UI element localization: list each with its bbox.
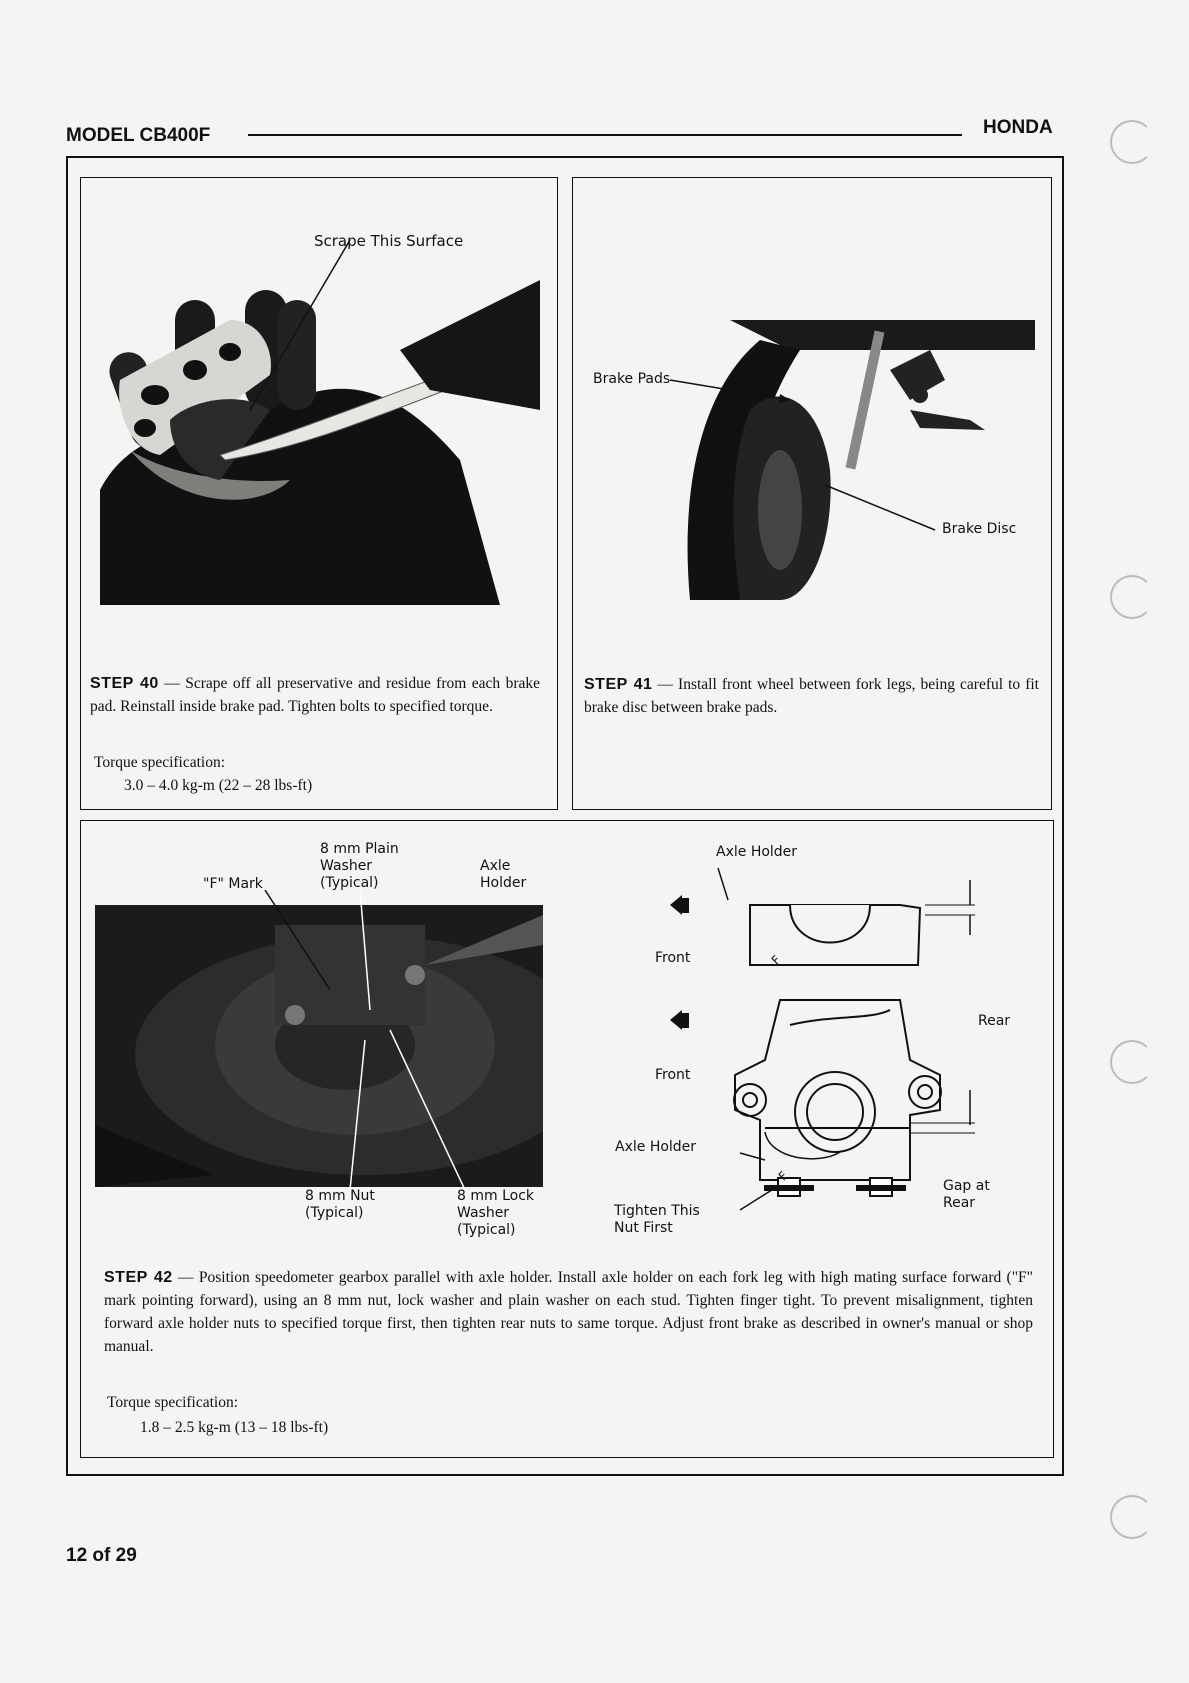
punch-hole-3	[1110, 1040, 1154, 1084]
diagram-label-front-1: Front	[655, 950, 691, 966]
diagram-label-tighten: Tighten This Nut First	[614, 1203, 700, 1236]
step42-text: — Position speedometer gearbox parallel with axle holder. Install axle holder on each fork leg with high mating surface forward ("F" mark pointing forward), using an 8 mm nut, lock washer and plain washer on each stud. Tighten finger tight. To prevent misalignment, tighten forward axle holder nuts to specified torque first, then tighten rear nuts to same torque. Adjust front brake as described in owner's manual or shop manual.	[104, 1269, 1033, 1355]
header-rule	[248, 134, 962, 136]
step42-torque-value: 1.8 – 2.5 kg-m (13 – 18 lbs-ft)	[140, 1419, 329, 1436]
step42-photo-leaders	[95, 890, 543, 1190]
step40-figure-label: Scrape This Surface	[314, 232, 464, 250]
photo-label-nut: 8 mm Nut (Typical)	[305, 1188, 375, 1221]
step42-caption	[104, 1266, 1033, 1358]
step40-text: — Scrape off all preservative and residue from each brake pad. Reinstall inside brake pad. Tighten bolts to specified torque.	[90, 675, 541, 715]
step41-number: STEP 41	[584, 676, 653, 693]
header-model: MODEL CB400F	[66, 125, 211, 146]
step42-torque-title: Torque specification:	[107, 1394, 239, 1411]
step40-torque-title: Torque specification:	[94, 754, 226, 771]
step41-caption	[584, 673, 1039, 719]
step40-number: STEP 40	[90, 675, 159, 692]
photo-label-plain-washer: 8 mm Plain Washer (Typical)	[320, 841, 399, 891]
step40-torque-value: 3.0 – 4.0 kg-m (22 – 28 lbs-ft)	[124, 777, 313, 794]
diagram-label-gap: Gap at Rear	[943, 1178, 990, 1211]
diagram-label-rear: Rear	[978, 1013, 1011, 1029]
photo-label-f-mark: "F" Mark	[203, 876, 263, 892]
step41-leader-lines	[640, 360, 960, 540]
diagram-label-front-2: Front	[655, 1067, 691, 1083]
punch-hole-4	[1110, 1495, 1154, 1539]
page-number: 12 of 29	[66, 1545, 137, 1566]
axle-holder-diagram	[640, 860, 1040, 1220]
diagram-f-letter-top: F	[768, 952, 784, 968]
step41-label-disc: Brake Disc	[942, 521, 1017, 537]
punch-hole-2	[1110, 575, 1154, 619]
diagram-label-axle-holder-top: Axle Holder	[716, 844, 798, 860]
step41-text: — Install front wheel between fork legs, being careful to fit brake disc between brake pads.	[584, 676, 1039, 716]
step42-number: STEP 42	[104, 1269, 173, 1286]
photo-label-axle-holder: Axle Holder	[480, 858, 527, 891]
diagram-f-letter-side: F	[775, 1168, 791, 1184]
photo-label-lock-washer: 8 mm Lock Washer (Typical)	[457, 1188, 535, 1238]
header-brand: HONDA	[983, 117, 1053, 138]
punch-hole-1	[1110, 120, 1154, 164]
step41-label-pads: Brake Pads	[593, 371, 671, 387]
step40-caption	[90, 672, 540, 718]
diagram-label-axle-holder-side: Axle Holder	[615, 1139, 697, 1155]
step40-leader-line	[100, 240, 400, 420]
